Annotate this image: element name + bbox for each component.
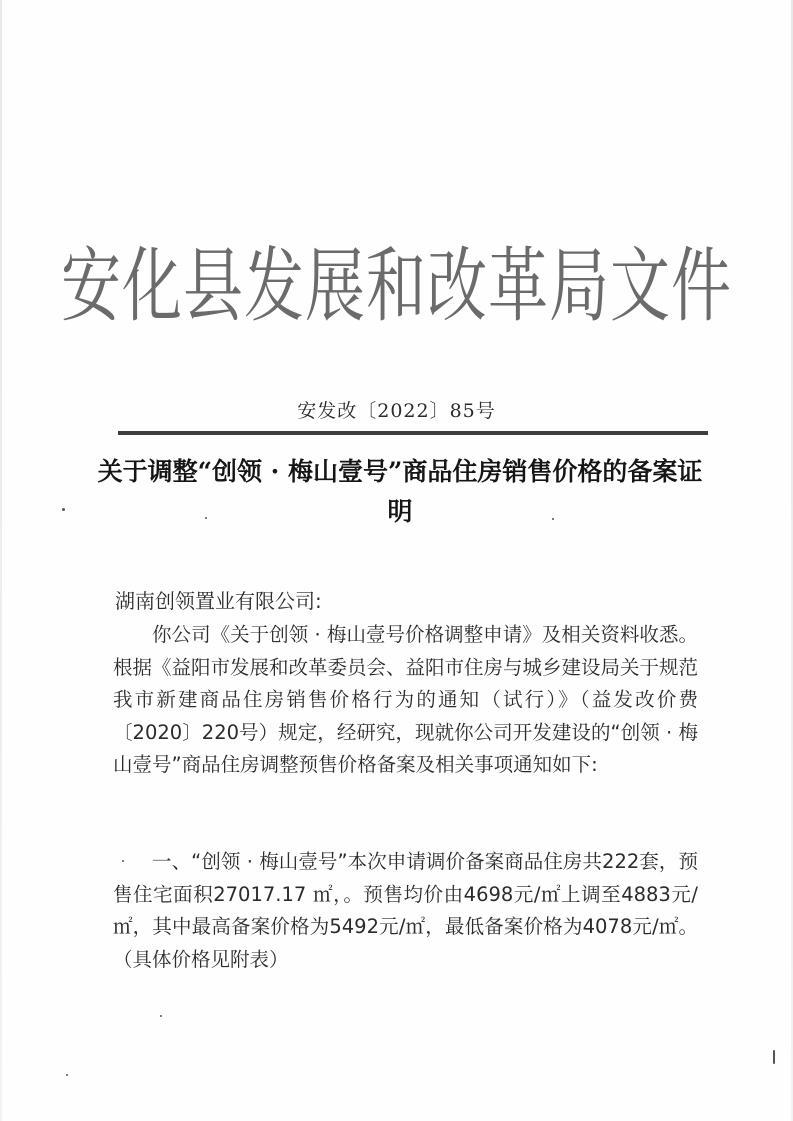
- scan-speck: [160, 1015, 162, 1017]
- scan-edge-left: [0, 0, 2, 1121]
- salutation: 湖南创领置业有限公司:: [115, 589, 322, 613]
- scan-speck: [66, 1074, 68, 1076]
- scan-speck: [62, 508, 65, 511]
- header-divider: [118, 431, 708, 435]
- scan-speck: [773, 1050, 775, 1064]
- document-title: 关于调整“创领 · 梅山壹号”商品住房销售价格的备案证明: [97, 457, 703, 526]
- document-masthead: 安化县发展和改革局文件: [61, 239, 732, 335]
- body-paragraph-2: 一、“创领 · 梅山壹号”本次申请调价备案商品住房共222套，预售住宅面积27017.17 ㎡，。预售均价由4698元/㎡上调至4883元/㎡，其中最高备案价格为5492元/㎡，最低备案价格为4078元/㎡。（具体价格见附表）: [113, 850, 698, 971]
- scan-speck: [205, 517, 207, 519]
- scan-speck: [122, 860, 124, 862]
- body-paragraph-1: 你公司《关于创领 · 梅山壹号价格调整申请》及相关资料收悉。根据《益阳市发展和改革委员会、益阳市住房与城乡建设局关于规范我市新建商品住房销售价格行为的通知（试行）》（益发改价费〔2020〕220号）规定，经研究，现就你公司开发建设的“创领 · 梅山壹号”商品住房调整预售价格备案及相关事项通知如下:: [113, 623, 699, 776]
- document-number: 安发改〔2022〕85号: [297, 400, 496, 422]
- scan-speck: [552, 518, 554, 520]
